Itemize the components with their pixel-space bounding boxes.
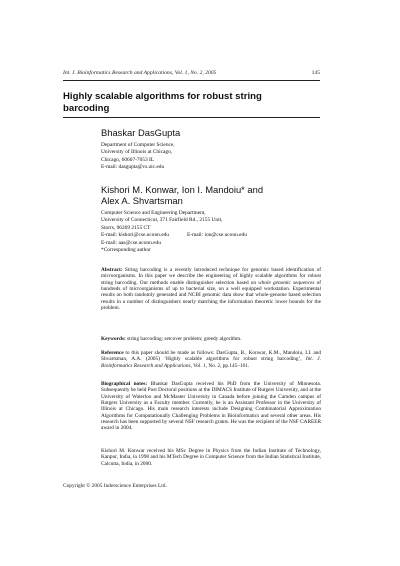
author-name-line: Alex A. Shvartsman xyxy=(101,195,183,206)
page-number: 145 xyxy=(311,70,320,76)
keywords-text: string barcoding; setcover problem; greedy algorithm. xyxy=(125,336,242,342)
reference xyxy=(101,350,321,369)
reference-text: , Vol. 1, No. 2, pp.145–161. xyxy=(190,362,250,369)
author-name: Bhaskar DasGupta xyxy=(101,127,181,138)
affiliation-line: University of Illinois at Chicago, xyxy=(101,149,173,156)
corresponding-author-note: *Corresponding author xyxy=(101,247,151,254)
reference-text-italic: Int. J. Bioinformatics Research and Applications xyxy=(101,356,321,369)
biographical-notes xyxy=(101,381,321,432)
affiliation xyxy=(101,210,321,254)
author-names xyxy=(101,184,321,206)
email: E-mail: kishori@cse.uconn.edu xyxy=(101,232,169,239)
abstract-text-italic: whole genomic sequences xyxy=(258,279,315,286)
email: E-mail: dasgupta@cs.uic.edu xyxy=(101,164,165,171)
abstract xyxy=(101,267,321,311)
bio-text: Bhaskar DasGupta received his PhD from the University of Minnesota. Subsequently he held Post Doctoral positions at the DIMACS Institute of Rutgers University, and at the University of Waterloo and McMaster University in Canada before joining the Camden campus of Rutgers University as a Faculty member. Currently, he is an Assistant Professor in the University of Illinois at Chicago. His main research interests include Designing Combinatorial Approximation Algorithms for Computationally Challenging Problems in Bioinformatics and several other areas. His research has been supported by several NSF research grants. He was the recipient of the NSF CAREER award in 2004. xyxy=(101,381,322,432)
journal-citation: Int. J. Bioinformatics Research and Applications, Vol. 1, No. 2, 2005 xyxy=(63,70,217,76)
header-rule xyxy=(63,80,320,81)
title-rule xyxy=(63,117,320,118)
email: E-mail: ion@cse.uconn.edu xyxy=(187,232,247,239)
paper-title xyxy=(63,91,320,114)
keywords-label: Keywords: xyxy=(101,336,126,342)
author-name-line: Kishori M. Konwar, Ion I. Mandoiu* and xyxy=(101,184,264,195)
reference-label: Reference xyxy=(101,350,124,356)
author-block-1 xyxy=(101,127,321,172)
affiliation-line: University of Connecticut, 371 Fairfield Rd., 2155 Unit, xyxy=(101,217,223,224)
title-line: Highly scalable algorithms for robust string xyxy=(63,91,262,102)
running-header xyxy=(63,70,320,76)
author-block-2 xyxy=(101,184,321,254)
affiliation-line: Storrs, 06269 2155 CT xyxy=(101,224,151,231)
reference-text: to this paper should be made as follows: DasGupta, B., Konwar, K.M., Mandoiu, I.I. and Shvartsman, A.A. (2005) ‘Highly scalable algorithms for robust string barcoding’, xyxy=(101,350,321,363)
reference-section xyxy=(101,350,321,369)
email: E-mail: aas@cse.uconn.edu xyxy=(101,239,161,246)
affiliation-line: Chicago, 60607-7053 IL xyxy=(101,156,155,163)
bio-label: Biographical notes: xyxy=(101,381,148,387)
abstract-section xyxy=(101,267,321,311)
biographical-notes-2: Kishori M. Konwar received his MSc Degree in Physics from the Indian Institute of Technology, Kanpur, India, in 1998 and his MTech Degree in Computer Science from the Indian Statistical Institute, Calcutta, India, in 2000. xyxy=(101,448,321,467)
abstract-text: of hundreds of microorganisms of up to bacterial size, on a well equipped workstation. Experimental results on both randomly generated and NCBI genomic data show that whole-genome based selection results in a number of distinguishers nearly matching the information theoretic lower bounds for the problem. xyxy=(101,279,322,312)
title-line: barcoding xyxy=(63,102,110,114)
bio2-section xyxy=(101,448,321,467)
bio-section xyxy=(101,381,321,432)
copyright-notice: Copyright © 2005 Inderscience Enterprises Ltd. xyxy=(63,483,167,489)
email-row xyxy=(101,232,321,239)
abstract-label: Abstract: xyxy=(101,267,123,273)
affiliation-line: Computer Science and Engineering Department, xyxy=(101,210,206,216)
affiliation xyxy=(101,142,321,172)
keywords xyxy=(101,336,321,342)
abstract-text: String barcoding is a recently introduced technique for genomic based identification of microorganisms. In this paper we describe the engineering of highly scalable algorithms for robust string barcoding. Our methods enable distinguisher selection based on xyxy=(101,267,321,286)
keywords-section xyxy=(101,336,321,342)
affiliation-line: Department of Computer Science, xyxy=(101,142,175,148)
